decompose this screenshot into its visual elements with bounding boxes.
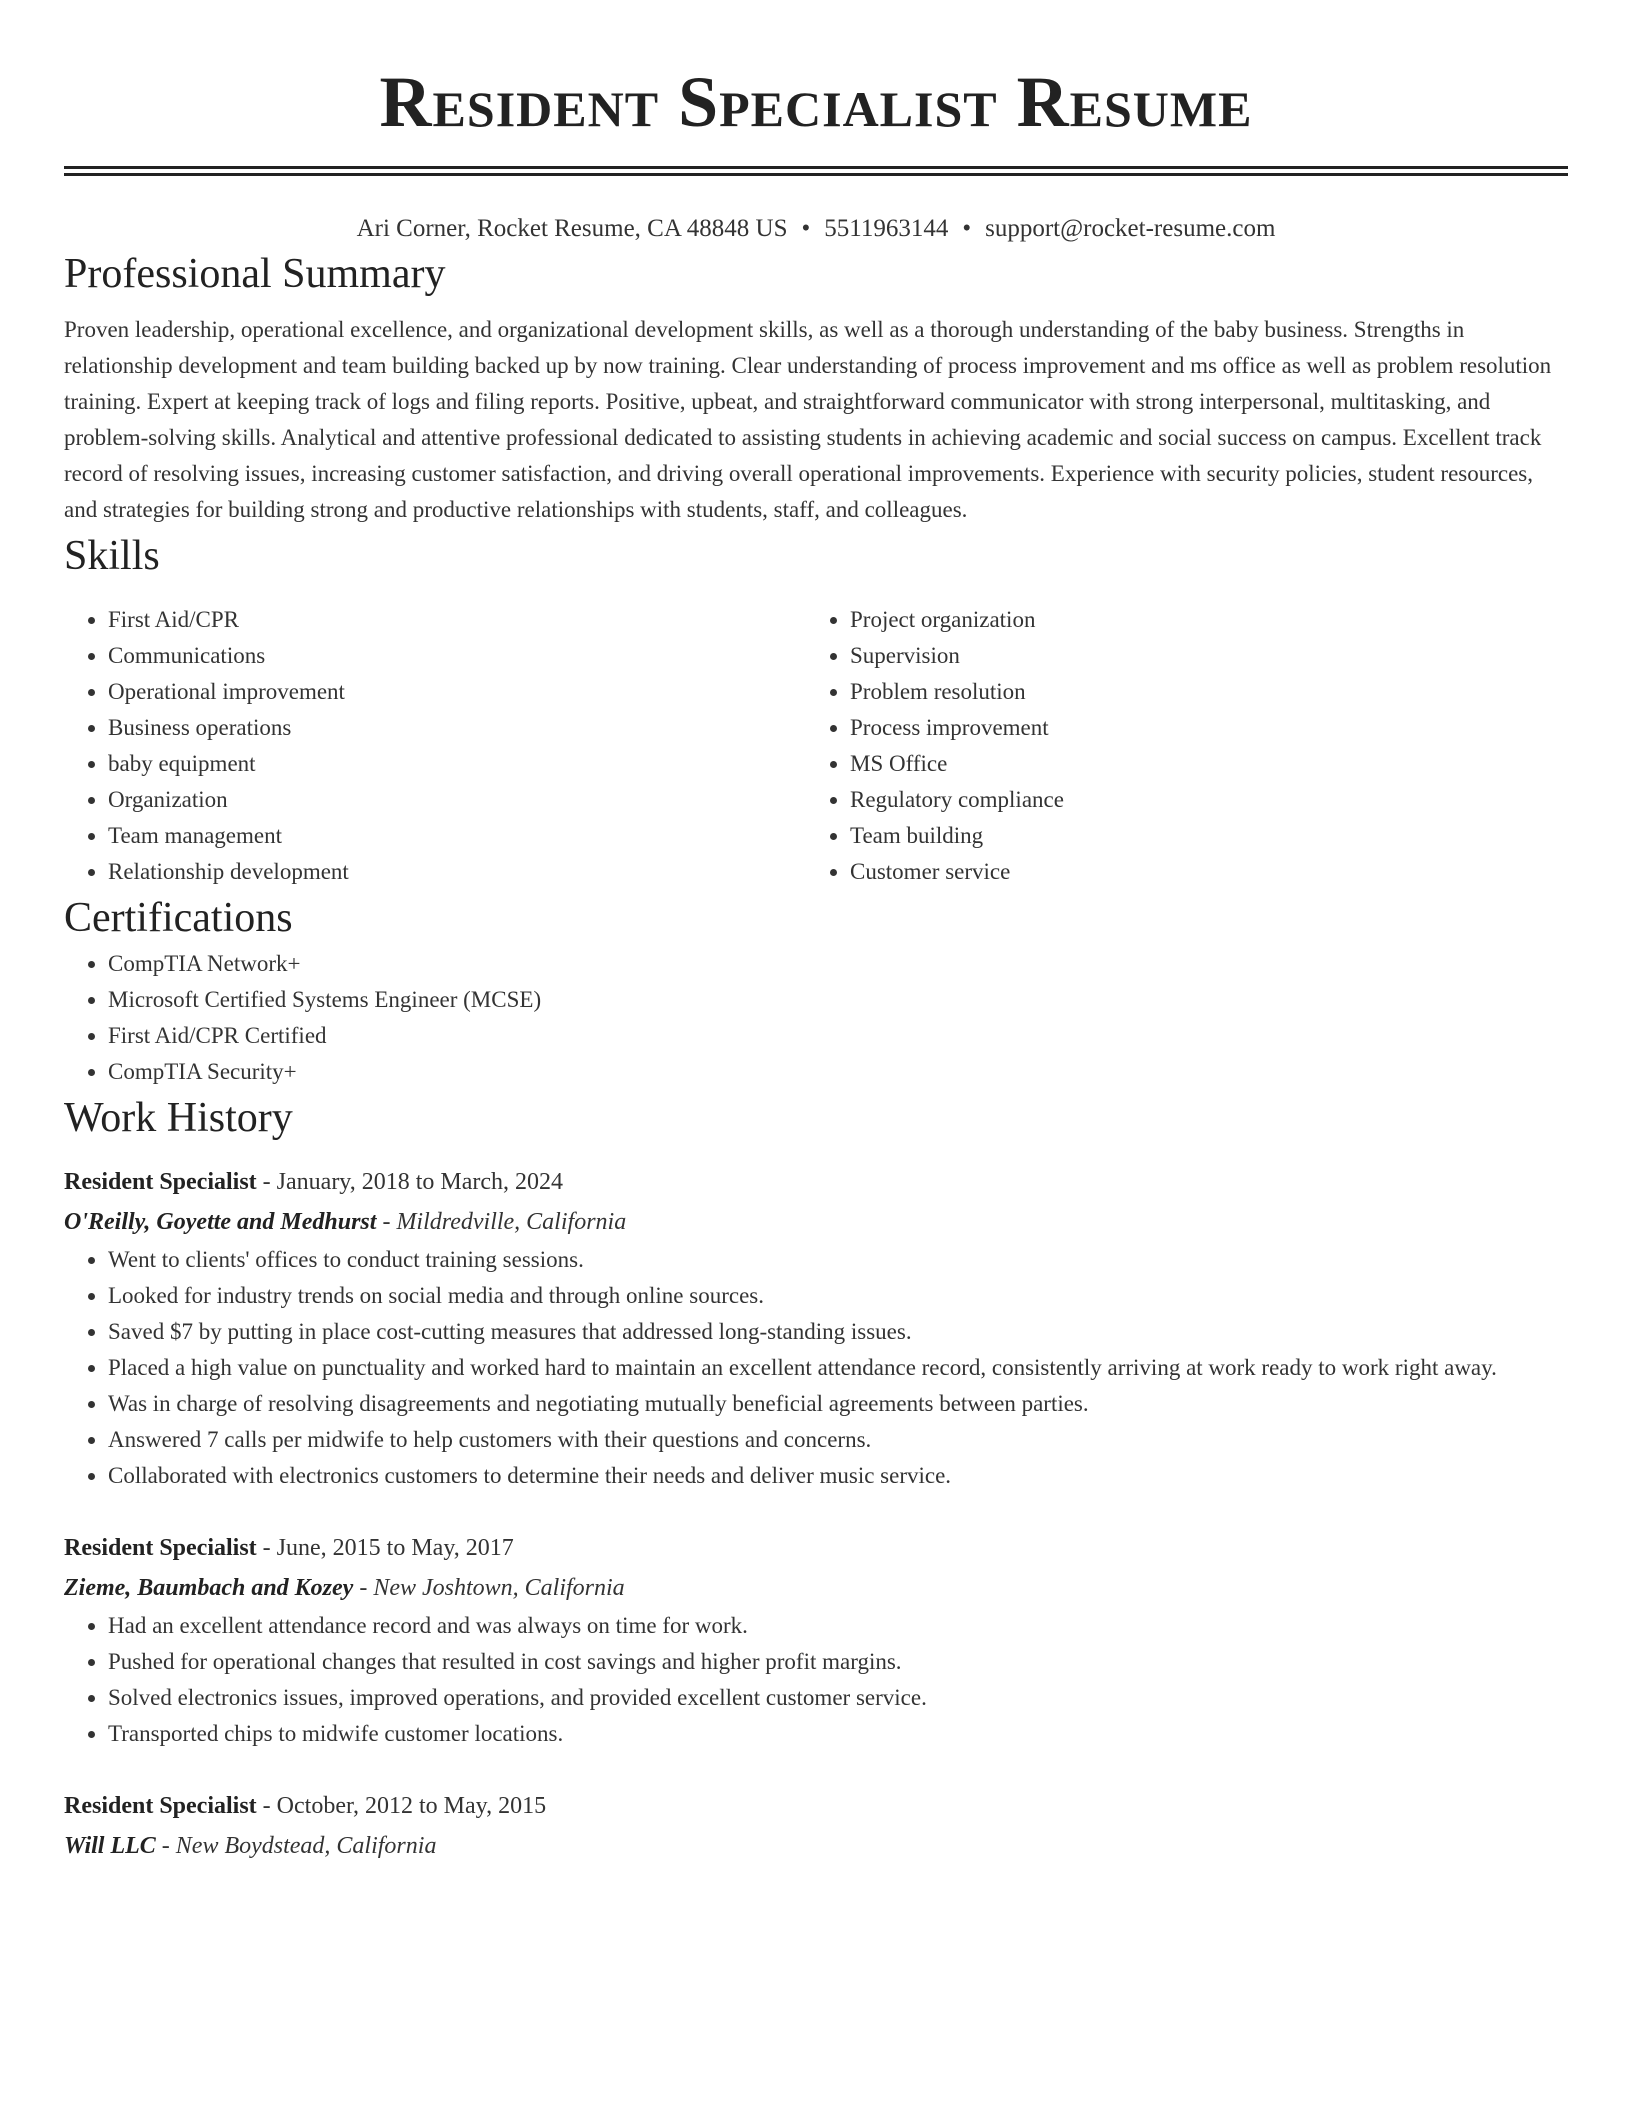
skill-item: • baby equipment: [108, 746, 806, 782]
skill-item: • Organization: [108, 782, 806, 818]
skills-grid: [64, 602, 1568, 890]
job-company-line: [64, 1202, 1568, 1242]
job-separator: -: [353, 1575, 374, 1601]
contact-separator: •: [962, 215, 972, 242]
job-duty-item: • Looked for industry trends on social media and through online sources.: [108, 1278, 1568, 1314]
summary-text: Proven leadership, operational excellence, and organizational development skills, as well as a thorough understanding of the baby business. Strengths in relationship development and team building backed up by now training. Clear understanding of process improvement and ms office as well as problem resolution training. Expert at keeping track of logs and filing reports. Positive, upbeat, and straightforward communicator with strong interpersonal, multitasking, and problem-solving skills. Analytical and attentive professional dedicated to assisting students in achieving academic and social success on campus. Excellent track record of resolving issues, increasing customer satisfaction, and driving overall operational improvements. Experience with security policies, student resources, and strategies for building strong and productive relationships with students, staff, and colleagues.: [64, 317, 1552, 522]
certifications-list: [64, 946, 1568, 1090]
skill-item: • Problem resolution: [850, 674, 1548, 710]
skill-item: • Customer service: [850, 854, 1548, 890]
job-duty-item: • Placed a high value on punctuality and worked hard to maintain an excellent attendance record, consistently arriving at work ready to work right away.: [108, 1350, 1568, 1386]
job-title: Resident Specialist: [64, 1535, 257, 1561]
job-title: Resident Specialist: [64, 1793, 257, 1819]
job-duty-item: • Solved electronics issues, improved operations, and provided excellent customer service.: [108, 1680, 1568, 1716]
job-title-line: [64, 1528, 1568, 1568]
skill-item: • Team management: [108, 818, 806, 854]
job-duty-item: • Went to clients' offices to conduct training sessions.: [108, 1242, 1568, 1278]
job-dates: October, 2012 to May, 2015: [276, 1793, 547, 1819]
skill-item: • Team building: [850, 818, 1548, 854]
skill-item: • Project organization: [850, 602, 1548, 638]
certification-item: • Microsoft Certified Systems Engineer (MCSE): [108, 982, 1568, 1018]
job-company: Will LLC: [64, 1833, 156, 1859]
job-duty-item: • Saved $7 by putting in place cost-cutting measures that addressed long-standing issues.: [108, 1314, 1568, 1350]
skill-item: • MS Office: [850, 746, 1548, 782]
summary-heading: Professional Summary: [64, 251, 446, 297]
job-company-line: [64, 1826, 1568, 1866]
skill-item: • Business operations: [108, 710, 806, 746]
job-dates: January, 2018 to March, 2024: [276, 1169, 564, 1195]
job-duty-item: • Transported chips to midwife customer locations.: [108, 1716, 1568, 1752]
job-duty-item: • Collaborated with electronics customers to determine their needs and deliver music service.: [108, 1458, 1568, 1494]
job-entry: [64, 1162, 1568, 1494]
job-company: O'Reilly, Goyette and Medhurst: [64, 1209, 377, 1235]
skills-list-left: [64, 602, 806, 890]
work-history-heading: Work History: [64, 1095, 293, 1141]
job-title-line: [64, 1786, 1568, 1826]
title-double-rule: [64, 166, 1568, 176]
contact-email: support@rocket-resume.com: [985, 215, 1276, 242]
skill-item: • Operational improvement: [108, 674, 806, 710]
job-dates: June, 2015 to May, 2017: [276, 1535, 514, 1561]
job-location: Mildredville, California: [396, 1209, 627, 1235]
skill-item: • Communications: [108, 638, 806, 674]
job-duty-item: • Was in charge of resolving disagreements and negotiating mutually beneficial agreements between parties.: [108, 1386, 1568, 1422]
job-location: New Boydstead, California: [175, 1833, 437, 1859]
job-entry: [64, 1528, 1568, 1752]
skill-item: • Process improvement: [850, 710, 1548, 746]
contact-phone: 5511963144: [824, 215, 949, 242]
job-duty-item: • Pushed for operational changes that resulted in cost savings and higher profit margins.: [108, 1644, 1568, 1680]
skill-item: • Regulatory compliance: [850, 782, 1548, 818]
job-separator: -: [155, 1833, 176, 1859]
job-duties-list: [64, 1242, 1568, 1494]
job-separator: -: [256, 1535, 277, 1561]
job-title: Resident Specialist: [64, 1169, 257, 1195]
job-separator: -: [256, 1793, 277, 1819]
job-duty-item: • Answered 7 calls per midwife to help customers with their questions and concerns.: [108, 1422, 1568, 1458]
certification-item: • CompTIA Security+: [108, 1054, 1568, 1090]
job-entry: [64, 1786, 1568, 1866]
certification-item: • CompTIA Network+: [108, 946, 1568, 982]
skills-list-right: [806, 602, 1548, 890]
job-company-line: [64, 1568, 1568, 1608]
job-separator: -: [376, 1209, 397, 1235]
contact-address: Ari Corner, Rocket Resume, CA 48848 US: [356, 215, 788, 242]
job-separator: -: [256, 1169, 277, 1195]
resume-title: Resident Specialist Resume: [379, 62, 1253, 142]
certification-item: • First Aid/CPR Certified: [108, 1018, 1568, 1054]
skills-heading: Skills: [64, 533, 160, 579]
job-duty-item: • Had an excellent attendance record and was always on time for work.: [108, 1608, 1568, 1644]
certifications-heading: Certifications: [64, 895, 293, 941]
skill-item: • Relationship development: [108, 854, 806, 890]
skill-item: • Supervision: [850, 638, 1548, 674]
skill-item: • First Aid/CPR: [108, 602, 806, 638]
skills-column-left: [64, 602, 806, 890]
job-duties-list: [64, 1608, 1568, 1752]
contact-separator: •: [801, 215, 811, 242]
job-location: New Joshtown, California: [373, 1575, 625, 1601]
skills-column-right: [806, 602, 1548, 890]
job-title-line: [64, 1162, 1568, 1202]
job-company: Zieme, Baumbach and Kozey: [64, 1575, 354, 1601]
contact-line: [64, 212, 1568, 246]
